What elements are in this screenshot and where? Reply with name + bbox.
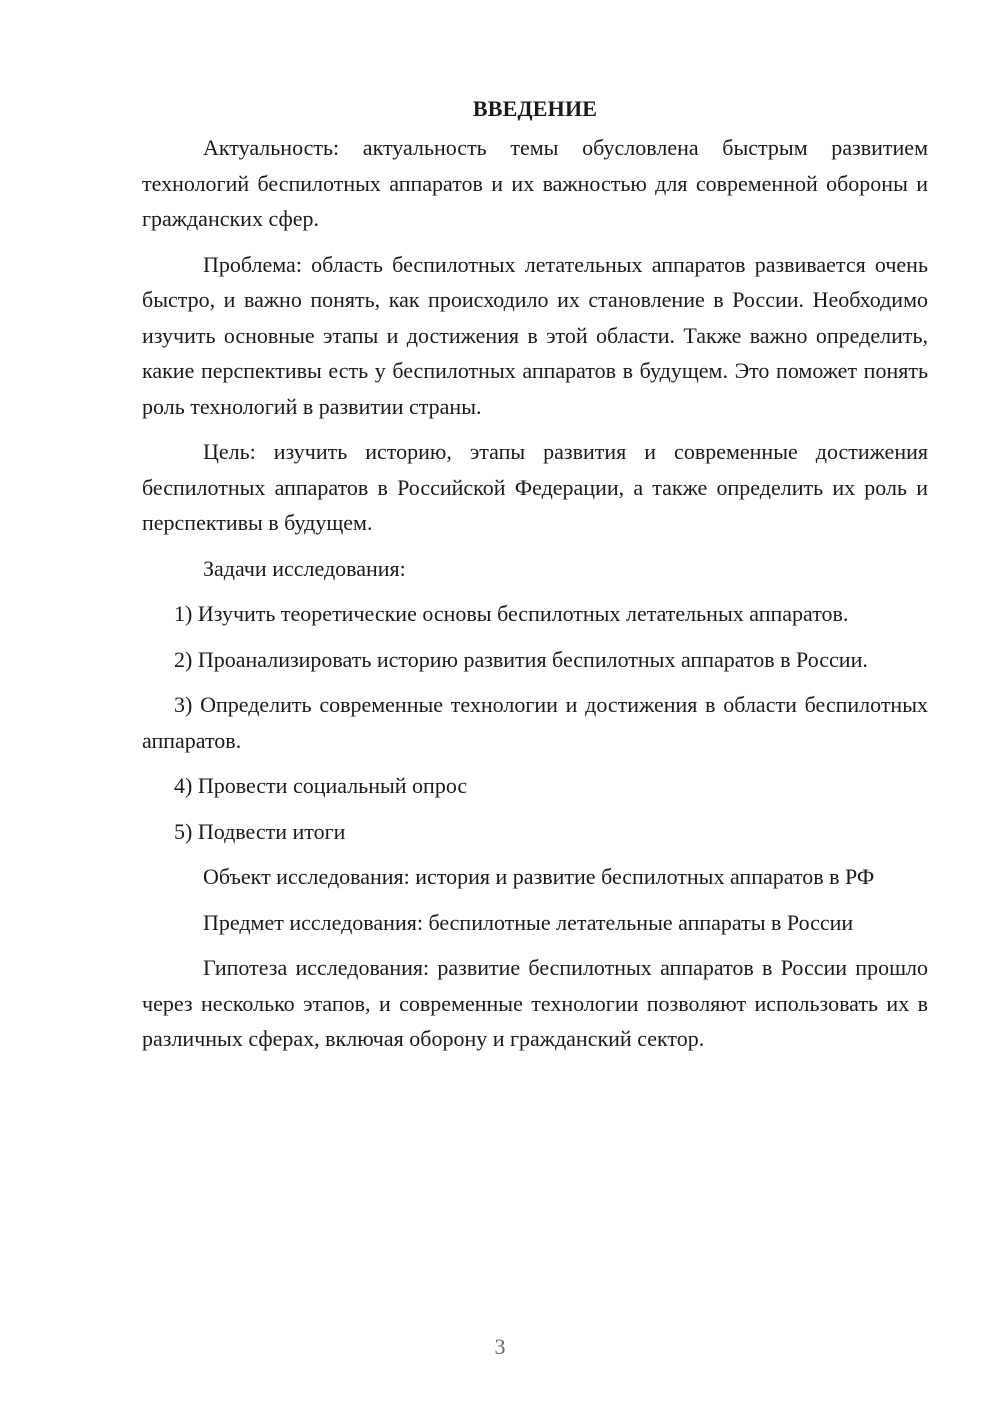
hypothesis-paragraph: Гипотеза исследования: развитие беспилотных аппаратов в России прошло через несколько этапов, и современные технологии позволяют использовать их в различных сферах, включая оборону и гражданский сектор. xyxy=(142,955,928,1051)
object-paragraph: Объект исследования: история и развитие беспилотных аппаратов в РФ xyxy=(203,864,875,889)
goal-paragraph: Цель: изучить историю, этапы развития и современные достижения беспилотных аппаратов в Российской Федерации, а также определить их роль и перспективы в будущем. xyxy=(142,439,928,535)
task-item-3: 3) Определить современные технологии и достижения в области беспилотных аппаратов. xyxy=(142,692,928,753)
task-item-2: 2) Проанализировать историю развития беспилотных аппаратов в России. xyxy=(174,646,868,672)
task-item-1: 1) Изучить теоретические основы беспилотных летательных аппаратов. xyxy=(174,601,849,626)
relevance-paragraph: Актуальность: актуальность темы обусловлена быстрым развитием технологий беспилотных аппаратов и их важностью для современной обороны и гражданских сфер. xyxy=(142,135,928,231)
document-page xyxy=(142,92,928,1067)
problem-paragraph: Проблема: область беспилотных летательных аппаратов развивается очень быстро, и важно понять, как происходило их становление в России. Необходимо изучить основные этапы и достижения в этой области. Также важно определить, какие перспективы есть у беспилотных аппаратов в будущем. Это поможет понять роль технологий в развитии страны. xyxy=(142,251,928,419)
tasks-heading: Задачи исследования: xyxy=(203,555,406,581)
task-item-4: 4) Провести социальный опрос xyxy=(174,773,468,798)
page-title: ВВЕДЕНИЕ xyxy=(472,96,598,121)
task-item-5: 5) Подвести итоги xyxy=(174,818,346,844)
subject-paragraph: Предмет исследования: беспилотные летательные аппараты в России xyxy=(203,909,854,935)
page-number: 3 xyxy=(494,1334,506,1359)
